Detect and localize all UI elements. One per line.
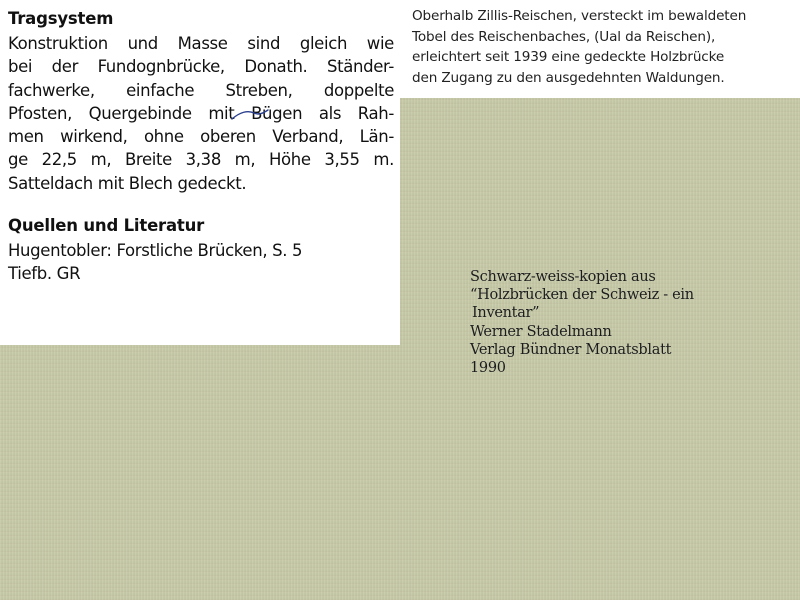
heading-quellen: Quellen und Literatur	[8, 216, 205, 236]
source-note	[470, 268, 790, 377]
text-line: Konstruktion und Masse sind gleich wie	[8, 34, 394, 53]
text-line: Satteldach mit Blech gedeckt.	[8, 173, 247, 193]
note-line: “Holzbrücken der Schweiz - ein	[470, 287, 694, 304]
text-line: fachwerke, einfache Streben, doppelte	[8, 80, 394, 100]
paragraph-tragsystem	[8, 32, 394, 195]
text-line: den Zugang zu den ausgedehnten Waldungen.	[412, 69, 725, 86]
right-clipping	[400, 0, 800, 98]
note-line: Werner Stadelmann	[470, 323, 612, 340]
note-line: Inventar”	[472, 305, 540, 322]
text-line: bei der Fundognbrücke, Donath. Ständer-	[8, 57, 394, 77]
left-clipping	[0, 0, 400, 345]
text-line: men wirkend, ohne oberen Verband, Län-	[8, 127, 394, 147]
text-line: Tiefb. GR	[8, 264, 81, 284]
text-line: Hugentobler: Forstliche Brücken, S. 5	[8, 241, 303, 261]
text-line: Pfosten, Quergebinde mit Bügen als Rah-	[8, 103, 394, 123]
text-line: ge 22,5 m, Breite 3,38 m, Höhe 3,55 m.	[8, 150, 394, 170]
note-line: 1990	[470, 360, 506, 377]
note-line: Verlag Bündner Monatsblatt	[470, 341, 672, 358]
text-line: Oberhalb Zillis-Reischen, versteckt im bewaldeten	[412, 8, 747, 24]
heading-tragsystem: Tragsystem	[8, 9, 114, 28]
text-line: erleichtert seit 1939 eine gedeckte Holzbrücke	[412, 49, 725, 65]
pen-mark-icon	[230, 108, 270, 122]
text-line: Tobel des Reischenbaches, (Ual da Reischen),	[412, 28, 716, 45]
note-line: Schwarz-weiss-kopien aus	[470, 269, 656, 285]
paragraph-quellen	[8, 239, 394, 286]
